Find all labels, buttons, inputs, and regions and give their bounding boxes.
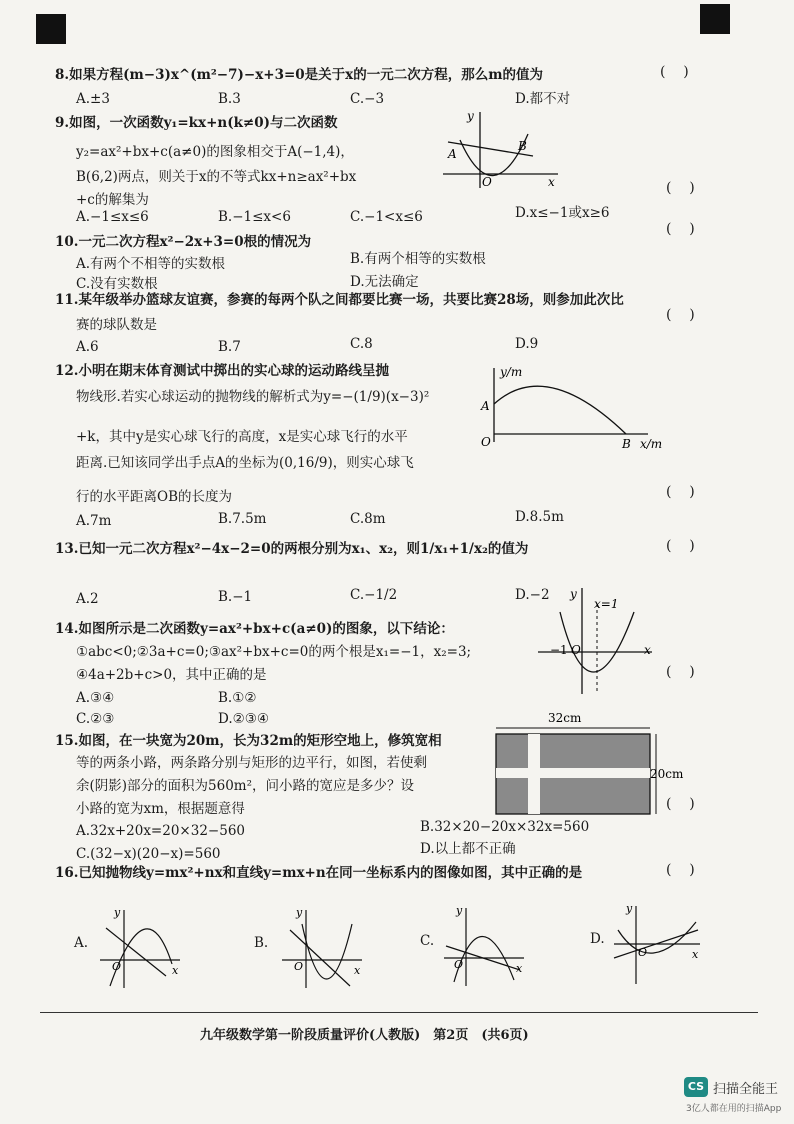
q12-line4: 距离.已知该同学出手点A的坐标为(0,16/9)，则实心球飞 [76, 455, 414, 471]
q12-label-origin: O [481, 435, 491, 449]
q12-label-b: B [622, 437, 631, 451]
q12-line2: 物线形.若实心球运动的抛物线的解析式为y=−(1/9)(x−3)² [76, 389, 430, 405]
q15-line1: 15.如图，在一块宽为20m，长为32m的矩形空地上，修筑宽相 [55, 733, 442, 749]
q12-option-c: C.8m [350, 511, 386, 527]
q12-figure [476, 362, 676, 452]
q9-line1: 9.如图，一次函数y₁=kx+n(k≠0)与二次函数 [55, 115, 338, 131]
q10-option-a: A.有两个不相等的实数根 [76, 256, 226, 272]
q12-option-d: D.8.5m [515, 509, 564, 525]
q9-label-origin: O [482, 175, 492, 189]
q11-option-c: C.8 [350, 336, 373, 352]
svg-text:x: x [692, 948, 699, 961]
q15-label-width: 32cm [548, 711, 582, 725]
q12-label-x: x/m [640, 437, 663, 451]
q10-option-c: C.没有实数根 [76, 276, 158, 292]
q9-label-y: y [467, 109, 474, 123]
scanner-slogan: 3亿人都在用的扫描App [686, 1104, 782, 1114]
q16-graph-c [440, 902, 530, 988]
q9-answer-paren: ( ) [666, 180, 695, 196]
svg-text:y: y [626, 902, 633, 915]
q10-stem: 10.一元二次方程x²−2x+3=0根的情况为 [55, 234, 312, 250]
q15-option-d: D.以上都不正确 [420, 841, 516, 857]
q13-answer-paren: ( ) [666, 538, 695, 554]
q16-option-c: C. [420, 933, 435, 949]
q11-answer-paren: ( ) [666, 307, 695, 323]
svg-text:O: O [294, 960, 304, 973]
q16-option-d: D. [590, 931, 605, 947]
q16-answer-paren: ( ) [666, 862, 695, 878]
q14-label-axis: x=1 [594, 597, 619, 611]
scanner-app-name: 扫描全能王 [713, 1082, 779, 1097]
q15-option-a: A.32x+20x=20×32−560 [76, 823, 245, 839]
q8-option-d: D.都不对 [515, 91, 571, 107]
corner-mark-right [700, 4, 730, 34]
q9-option-c: C.−1<x≤6 [350, 209, 423, 225]
q12-line5: 行的水平距离OB的长度为 [76, 489, 232, 505]
q15-option-b: B.32×20−20x×32x=560 [420, 819, 590, 835]
q16-option-b: B. [254, 935, 269, 951]
q11-option-b: B.7 [218, 339, 241, 355]
q13-option-a: A.2 [76, 591, 99, 607]
q12-label-a: A [481, 399, 490, 413]
q11-line1: 11.某年级举办篮球友谊赛，参赛的每两个队之间都要比赛一场，共要比赛28场，则参加此次比 [55, 292, 624, 308]
q9-line2: y₂=ax²+bx+c(a≠0)的图象相交于A(−1,4)， [76, 144, 354, 160]
q12-answer-paren: ( ) [666, 484, 695, 500]
q13-stem: 13.已知一元二次方程x²−4x−2=0的两根分别为x₁、x₂，则1/x₁+1/x₂的值为 [55, 541, 529, 557]
q8-option-a: A.±3 [76, 91, 110, 107]
q16-stem: 16.已知抛物线y=mx²+nx和直线y=mx+n在同一坐标系内的图像如图，其中正确的是 [55, 865, 583, 881]
q10-answer-paren: ( ) [666, 221, 695, 237]
scanner-logo-icon: CS [684, 1077, 708, 1097]
q16-graph-a [96, 904, 186, 990]
q14-label-neg1: −1 [550, 643, 568, 657]
q16-graph-d [610, 900, 706, 986]
corner-mark-left [36, 14, 66, 44]
q14-answer-paren: ( ) [666, 664, 695, 680]
q14-label-x: x [644, 643, 651, 657]
q12-trajectory [494, 386, 626, 434]
q14-label-origin: O [571, 643, 581, 657]
q15-figure [486, 704, 696, 818]
q14-line3: ④4a+2b+c>0，其中正确的是 [76, 667, 267, 683]
q13-option-d: D.−2 [515, 587, 550, 603]
svg-text:x: x [172, 964, 179, 977]
q12-option-a: A.7m [76, 513, 112, 529]
q14-option-c: C.②③ [76, 711, 115, 727]
q9-label-x: x [548, 175, 555, 189]
q15-answer-paren: ( ) [666, 796, 695, 812]
q15-line2: 等的两条小路，两条路分别与矩形的边平行，如图，若使剩 [76, 755, 427, 771]
svg-text:O: O [638, 946, 648, 959]
q9-label-a: A [448, 147, 457, 161]
svg-text:O: O [112, 960, 122, 973]
q15-road-horizontal [496, 768, 650, 778]
q9-line3: B(6,2)两点，则关于x的不等式kx+n≥ax²+bx [76, 169, 357, 185]
q12-line3: +k，其中y是实心球飞行的高度，x是实心球飞行的水平 [76, 429, 408, 445]
q14-option-d: D.②③④ [218, 711, 269, 727]
q9-line4: +c的解集为 [76, 192, 149, 208]
q15-label-height: 20cm [650, 767, 684, 781]
q8-option-b: B.3 [218, 91, 241, 107]
q14-figure [530, 582, 670, 698]
q14-line2: ①abc<0;②3a+c=0;③ax²+bx+c=0的两个根是x₁=−1，x₂=3; [76, 644, 472, 660]
svg-text:y: y [456, 904, 463, 917]
svg-text:y: y [296, 906, 303, 919]
q13-option-c: C.−1/2 [350, 587, 398, 603]
q9-option-d: D.x≤−1或x≥6 [515, 205, 610, 221]
q14-option-a: A.③④ [76, 690, 115, 706]
q8-stem: 8.如果方程(m−3)x^(m²−7)−x+3=0是关于x的一元二次方程，那么m的值为 [55, 67, 543, 83]
q12-label-y: y/m [500, 365, 523, 379]
footer-rule [40, 1012, 758, 1013]
q12-option-b: B.7.5m [218, 511, 267, 527]
q8-answer-paren: ( ) [660, 64, 689, 80]
q9-label-b: B [518, 139, 527, 153]
q9-option-a: A.−1≤x≤6 [76, 209, 149, 225]
q14-option-b: B.①② [218, 690, 257, 706]
q15-option-c: C.(32−x)(20−x)=560 [76, 846, 221, 862]
q10-option-b: B.有两个相等的实数根 [350, 251, 486, 267]
q11-line2: 赛的球队数是 [76, 317, 157, 333]
q8-option-c: C.−3 [350, 91, 385, 107]
svg-text:x: x [516, 962, 523, 975]
q9-option-b: B.−1≤x<6 [218, 209, 291, 225]
q14-label-y: y [570, 587, 577, 601]
svg-text:O: O [454, 958, 464, 971]
q9-figure [438, 104, 568, 192]
q15-line4: 小路的宽为xm，根据题意得 [76, 801, 245, 817]
q11-option-a: A.6 [76, 339, 99, 355]
svg-text:y: y [114, 906, 121, 919]
q15-line3: 余(阴影)部分的面积为560m²，问小路的宽应是多少？设 [76, 778, 415, 794]
q10-option-d: D.无法确定 [350, 274, 419, 290]
page-footer: 九年级数学第一阶段质量评价(人教版) 第2页 (共6页) [200, 1028, 529, 1043]
q11-option-d: D.9 [515, 336, 539, 352]
q16-graph-b [278, 904, 368, 990]
q12-line1: 12.小明在期末体育测试中掷出的实心球的运动路线呈抛 [55, 363, 389, 379]
q16-option-a: A. [74, 935, 89, 951]
q14-line1: 14.如图所示是二次函数y=ax²+bx+c(a≠0)的图象，以下结论： [55, 621, 454, 637]
svg-text:x: x [354, 964, 361, 977]
q13-option-b: B.−1 [218, 589, 253, 605]
